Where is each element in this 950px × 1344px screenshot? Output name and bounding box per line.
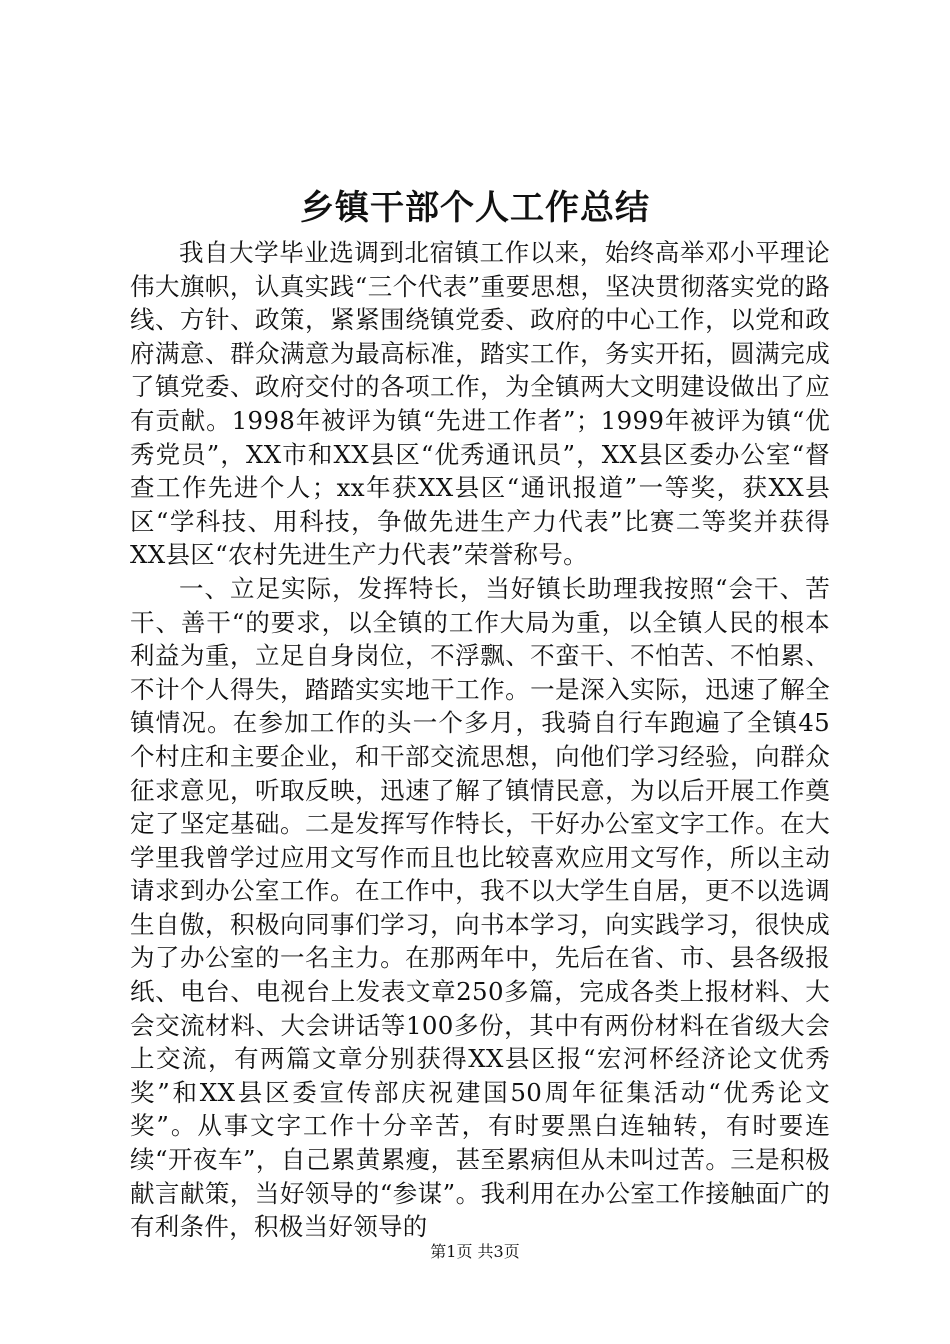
paragraph-section-one: 一、立足实际，发挥特长，当好镇长助理我按照“会干、苦干、善干“的要求，以全镇的工作大局为重，以全镇人民的根本利益为重，立足自身岗位，不浮飘、不蛮干、不怕苦、不怕累、不计个人得失，踏踏实实地干工作。一是深入实际，迅速了解全镇情况。在参加工作的头一个多月，我骑自行车跑遍了全镇45个村庄和主要企业，和干部交流思想，向他们学习经验，向群众征求意见，听取反映，迅速了解了镇情民意，为以后开展工作奠定了坚定基础。二是发挥写作特长，干好办公室文字工作。在大学里我曾学过应用文写作而且也比较喜欢应用文写作，所以主动请求到办公室工作。在工作中，我不以大学生自居，更不以选调生自傲，积极向同事们学习，向书本学习，向实践学习，很快成为了办公室的一名主力。在那两年中，先后在省、市、县各级报纸、电台、电视台上发表文章250多篇，完成各类上报材料、大会交流材料、大会讲话等100多份，其中有两份材料在省级大会上交流，有两篇文章分别获得XX县区报“宏河杯经济论文优秀奖”和XX县区委宣传部庆祝建国50周年征集活动“优秀论文奖”。从事文字工作十分辛苦，有时要黑白连轴转，有时要连续“开夜车”，自己累黄累瘦，甚至累病但从未叫过苦。三是积极献言献策，当好领导的“参谋”。我利用在办公室工作接触面广的有利条件，积极当好领导的 — [130, 573, 830, 1242]
page-footer: 第1页 共3页 — [430, 1242, 520, 1261]
paragraph-intro: 我自大学毕业选调到北宿镇工作以来，始终高举邓小平理论伟大旗帜，认真实践“三个代表”重要思想，坚决贯彻落实党的路线、方针、政策，紧紧围绕镇党委、政府的中心工作，以党和政府满意、群众满意为最高标准，踏实工作，务实开拓，圆满完成了镇党委、政府交付的各项工作，为全镇两大文明建设做出了应有贡献。1998年被评为镇“先进工作者”；1999年被评为镇“优秀党员”，XX市和XX县区“优秀通讯员”，XX县区委办公室“督查工作先进个人；xx年获XX县区“通讯报道”一等奖，获XX县区“学科技、用科技，争做先进生产力代表”比赛二等奖并获得XX县区“农村先进生产力代表”荣誉称号。 — [130, 238, 830, 570]
document-title: 乡镇干部个人工作总结 — [300, 188, 650, 228]
document-body — [130, 236, 830, 1244]
